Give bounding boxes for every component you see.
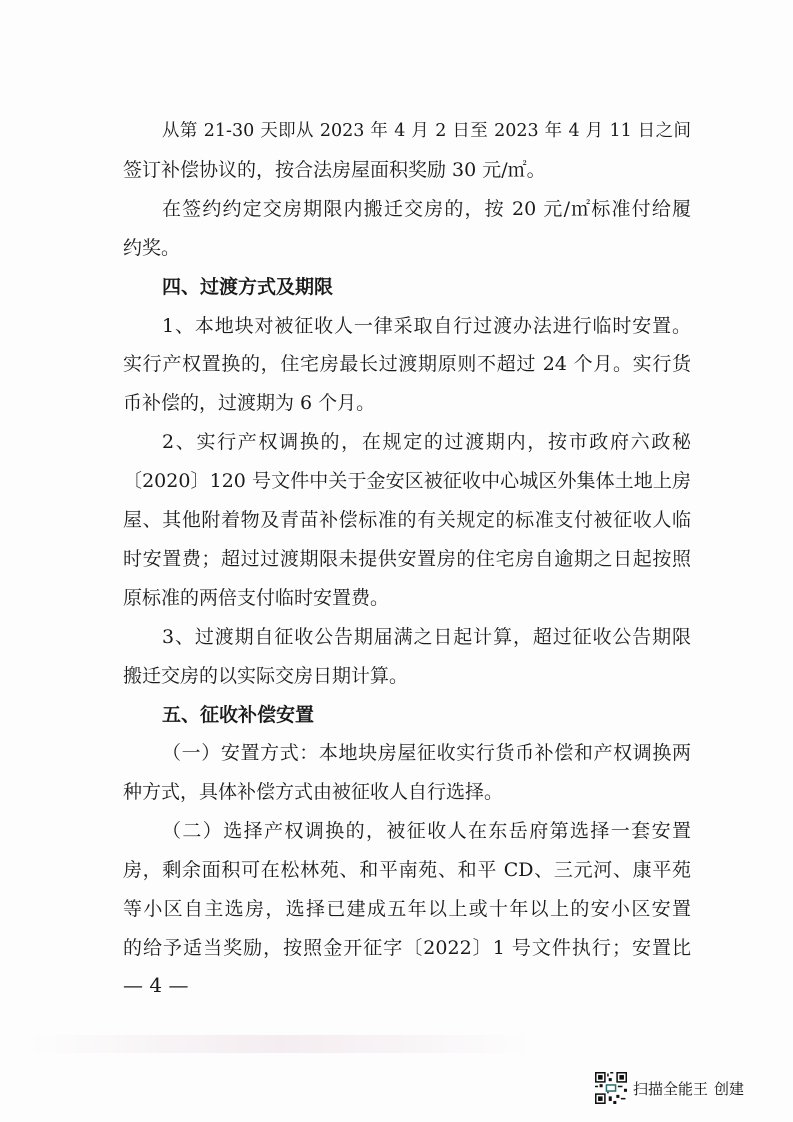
text-line: 搬迁交房的以实际交房日期计算。: [123, 664, 409, 687]
scanner-app-name: 扫描全能王: [633, 1079, 709, 1098]
text-line: 3、过渡期自征收公告期届满之日起计算，超过征收公告期限: [162, 625, 691, 648]
section-heading: 五、征收补偿安置: [162, 703, 315, 726]
section-heading: 四、过渡方式及期限: [162, 275, 334, 298]
scan-artifact: [30, 1035, 530, 1053]
text-line: 从第 21-30 天即从 2023 年 4 月 2 日至 2023 年 4 月 11 日之间: [162, 121, 691, 141]
text-line: （二）选择产权调换的，被征收人在东岳府第选择一套安置: [162, 820, 691, 843]
text-line: 原标准的两倍支付临时安置费。: [123, 586, 390, 609]
text-line: 约奖。: [123, 236, 181, 259]
text-line: 房，剩余面积可在松林苑、和平南苑、和平 CD、三元河、康平苑: [123, 859, 691, 882]
text-line: 实行产权置换的，住宅房最长过渡期原则不超过 24 个月。实行货: [123, 353, 691, 376]
scanner-action: 创建: [714, 1079, 745, 1098]
text-line: 屋、其他附着物及青苗补偿标准的有关规定的标准支付被征收人临: [123, 509, 691, 531]
qr-code-icon: [595, 1072, 627, 1104]
text-line: 1、本地块对被征收人一律采取自行过渡办法进行临时安置。: [162, 314, 691, 337]
text-line: 2、实行产权调换的，在规定的过渡期内，按市政府六政秘: [162, 431, 691, 454]
text-line: 的给予适当奖励，按照金开征字〔2022〕1 号文件执行；安置比: [123, 936, 691, 959]
text-line: （一）安置方式：本地块房屋征收实行货币补偿和产权调换两: [162, 742, 691, 765]
text-line: 在签约约定交房期限内搬迁交房的，按 20 元/㎡标准付给履: [162, 197, 691, 220]
text-line: 〔2020〕120 号文件中关于金安区被征收中心城区外集体土地上房: [123, 470, 691, 493]
scanner-watermark: [595, 1072, 775, 1104]
text-line: 等小区自主选房，选择已建成五年以上或十年以上的安小区安置: [123, 898, 691, 920]
text-line: 币补偿的，过渡期为 6 个月。: [123, 392, 376, 415]
text-line: 种方式，具体补偿方式由被征收人自行选择。: [123, 781, 504, 804]
text-line: 签订补偿协议的，按合法房屋面积奖励 30 元/㎡。: [123, 158, 546, 181]
page-number: — 4 —: [123, 973, 189, 997]
text-line: 时安置费；超过过渡期限未提供安置房的住宅房自逾期之日起按照: [123, 547, 691, 570]
